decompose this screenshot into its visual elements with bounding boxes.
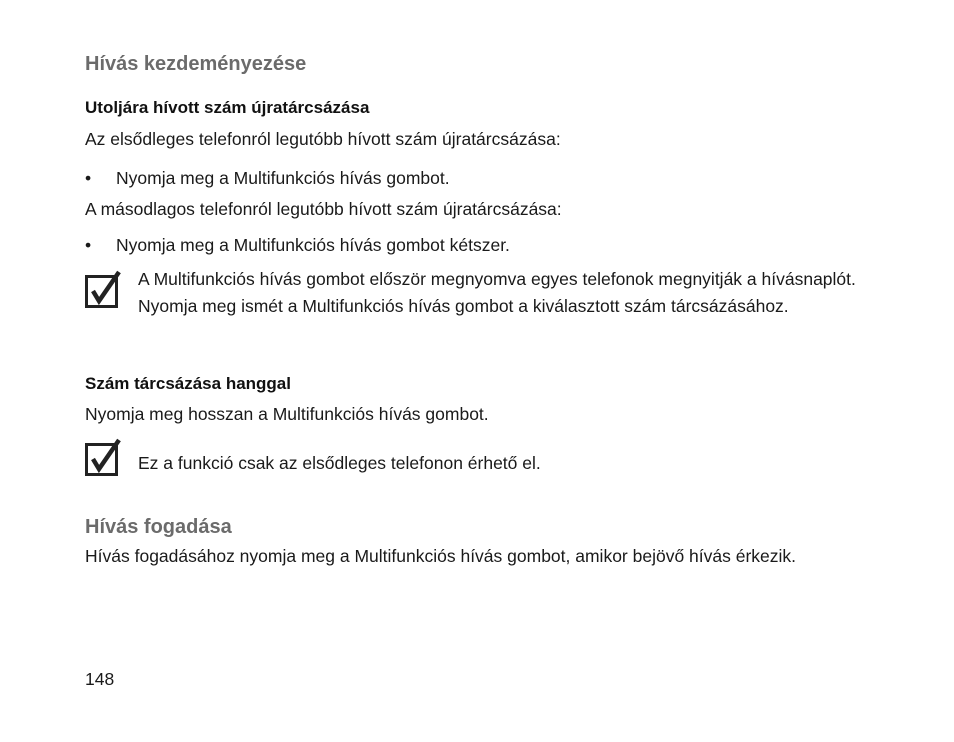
page-number: 148: [85, 669, 115, 689]
checkmark-box-icon: [85, 270, 121, 306]
call-receive-text: Hívás fogadásához nyomja meg a Multifunkciós hívás gombot, amikor bejövő hívás érkezik.: [85, 546, 797, 566]
bullet-item: [85, 168, 875, 192]
voice-dial-text: Nyomja meg hosszan a Multifunkciós hívás gombot.: [85, 404, 489, 424]
redial-secondary-intro: A másodlagos telefonról legutóbb hívott szám újratárcsázása:: [85, 199, 562, 219]
subheading-voice-dial: Szám tárcsázása hanggal: [85, 374, 291, 393]
note-text: A Multifunkciós hívás gombot először megnyomva egyes telefonok megnyitják a hívásnaplót. Nyomja meg ismét a Multifunkciós hívás gombot a kiválasztott szám tárcsázásához.: [138, 269, 856, 316]
bullet-text: Nyomja meg a Multifunkciós hívás gombot.: [116, 168, 450, 188]
redial-primary-intro: Az elsődleges telefonról legutóbb hívott szám újratárcsázása:: [85, 129, 561, 149]
section-heading-call-start: Hívás kezdeményezése: [85, 53, 307, 75]
bullet-item: [85, 235, 875, 259]
note-block: [85, 438, 875, 482]
bullet-dot: •: [85, 168, 92, 188]
subheading-redial: Utoljára hívott szám újratárcsázása: [85, 98, 370, 117]
bullet-dot: •: [85, 235, 92, 255]
bullet-text: Nyomja meg a Multifunkciós hívás gombot kétszer.: [116, 235, 510, 255]
checkmark-box-icon: [85, 438, 121, 474]
section-heading-call-receive: Hívás fogadása: [85, 516, 232, 538]
note-text: Ez a funkció csak az elsődleges telefonon érhető el.: [138, 453, 541, 473]
note-block: [85, 264, 875, 346]
